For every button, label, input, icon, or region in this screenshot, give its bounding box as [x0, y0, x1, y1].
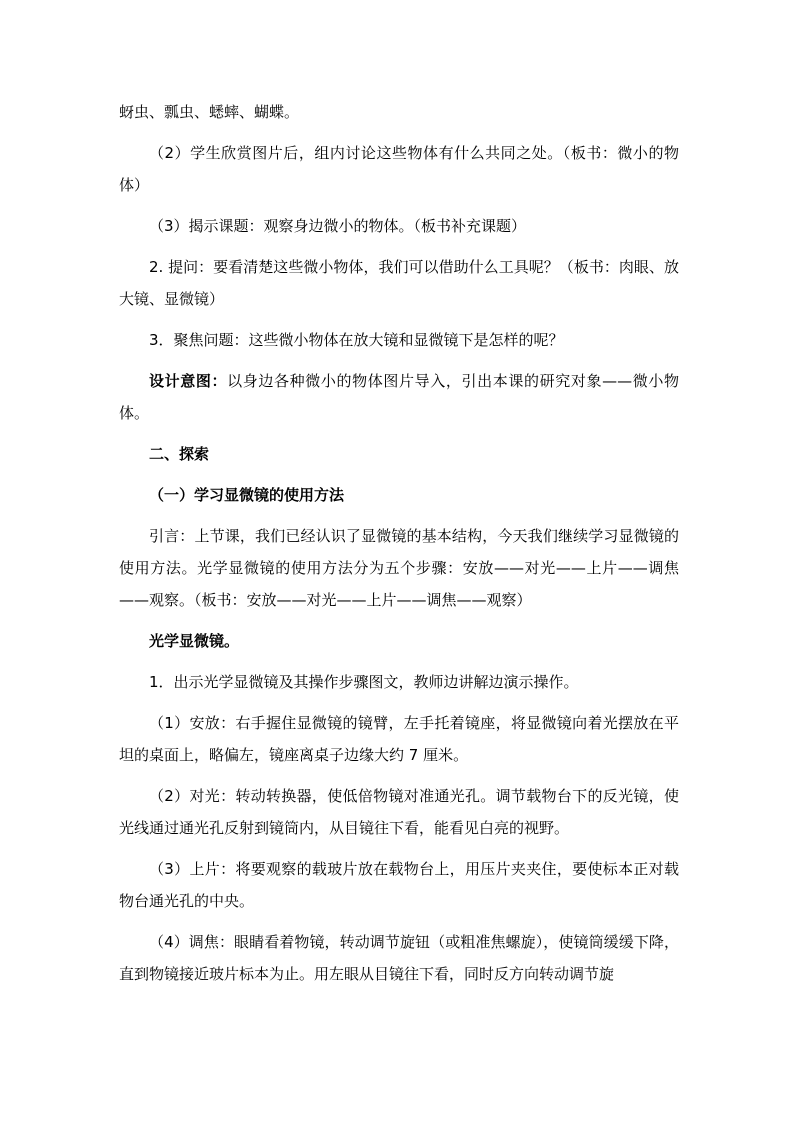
- paragraph-demo-steps: 1．出示光学显微镜及其操作步骤图文，教师边讲解边演示操作。: [149, 673, 579, 691]
- paragraph-design-intent: [119, 365, 679, 429]
- paragraph-step-slide: （3）上片：将要观察的载玻片放在载物台上，用压片夹夹住，要使标本正对载物台通光孔的中央。: [119, 860, 679, 910]
- paragraph-step-3-topic: （3）揭示课题：观察身边微小的物体。（板书补充课题）: [149, 217, 527, 235]
- design-intent-label: 设计意图：: [149, 372, 228, 390]
- paragraph-step-placement: （1）安放：右手握住显微镜的镜臂，左手托着镜座，将显微镜向着光摆放在平坦的桌面上，略偏左，镜座离桌子边缘大约 7 厘米。: [119, 714, 679, 764]
- paragraph-introduction: 引言：上节课，我们已经认识了显微镜的基本结构，今天我们继续学习显微镜的使用方法。光学显微镜的使用方法分为五个步骤：安放——对光——上片——调焦——观察。（板书：安放——对光——上片——调焦——观察）: [119, 527, 679, 609]
- paragraph-step-light: （2）对光：转动转换器，使低倍物镜对准通光孔。调节载物台下的反光镜，使光线通过通光孔反射到镜筒内，从目镜往下看，能看见白亮的视野。: [119, 787, 679, 837]
- paragraph-step-focus: （4）调焦：眼睛看着物镜，转动调节旋钮（或粗准焦螺旋），使镜筒缓缓下降，直到物镜接近玻片标本为止。用左眼从目镜往下看，同时反方向转动调节旋: [119, 933, 679, 983]
- design-intent-text: 以身边各种微小的物体图片导入，引出本课的研究对象——微小物体。: [119, 372, 679, 422]
- document-body: [119, 96, 679, 990]
- heading-optical-microscope: 光学显微镜。: [149, 632, 240, 650]
- subsection-heading-microscope-usage: （一）学习显微镜的使用方法: [149, 486, 345, 504]
- paragraph-insect-list: 蚜虫、瓢虫、蟋蟀、蝴蝶。: [119, 103, 300, 121]
- paragraph-question-tools: 2. 提问：要看清楚这些微小物体，我们可以借助什么工具呢？（板书：肉眼、放大镜、显微镜）: [119, 258, 679, 308]
- section-heading-explore: 二、探索: [149, 445, 210, 463]
- paragraph-focus-question: 3．聚焦问题：这些微小物体在放大镜和显微镜下是怎样的呢？: [149, 331, 564, 349]
- paragraph-step-2-discussion: （2）学生欣赏图片后，组内讨论这些物体有什么共同之处。（板书：微小的物体）: [119, 144, 679, 194]
